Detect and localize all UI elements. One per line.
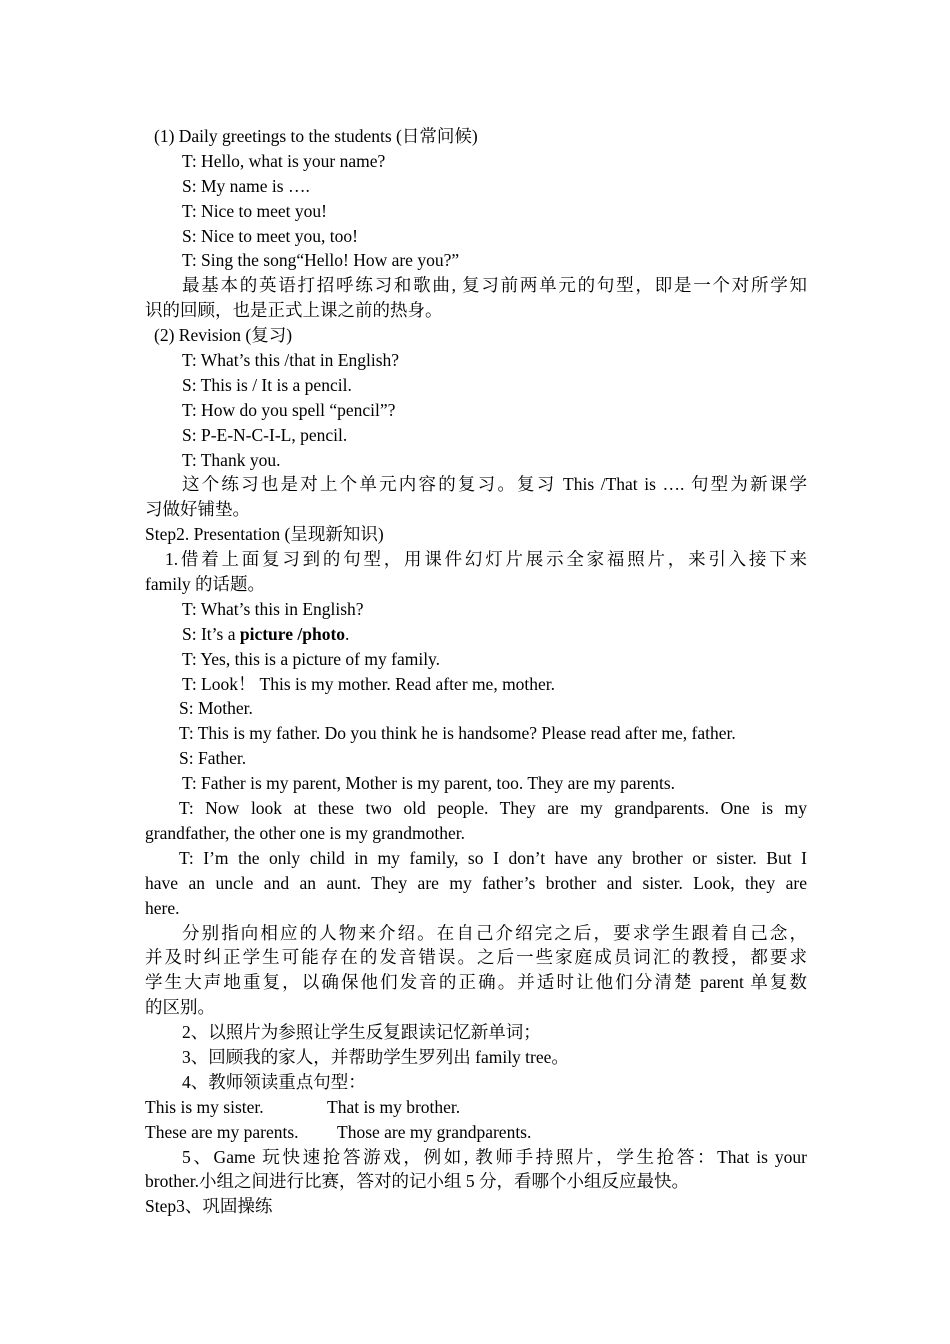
key-sentence-row (145, 1120, 807, 1145)
step-item: 5、Game 玩快速抢答游戏，例如, 教师手持照片，学生抢答：That is your (182, 1146, 807, 1167)
dialogue-line: here. (145, 897, 180, 918)
dialogue-line: S: My name is …. (182, 175, 310, 196)
paragraph-line: 这个练习也是对上个单元内容的复习。复习 This /That is …. 句型为新课学 (182, 474, 807, 495)
paragraph-line: family 的话题。 (145, 574, 266, 595)
dialogue-line: have an uncle and an aunt. They are my father’s brother and sister. Look, they are (145, 872, 807, 893)
dialogue-text: . (345, 623, 350, 644)
bold-keyword: picture /photo (239, 623, 346, 644)
document-page (145, 124, 807, 1219)
step-item: 3、回顾我的家人，并帮助学生罗列出 family tree。 (182, 1046, 569, 1067)
dialogue-line: T: Thank you. (182, 449, 281, 470)
dialogue-line: T: Look！ This is my mother. Read after me, mother. (182, 673, 556, 694)
step-item: 4、教师领读重点句型： (182, 1071, 366, 1092)
paragraph-line: 习做好铺垫。 (145, 499, 250, 520)
paragraph-line: 最基本的英语打招呼练习和歌曲, 复习前两单元的句型，即是一个对所学知 (182, 275, 807, 296)
dialogue-line: T: Sing the song“Hello! How are you?” (182, 250, 460, 271)
paragraph-line: 1.借着上面复习到的句型，用课件幻灯片展示全家福照片，来引入接下来 (165, 549, 807, 570)
paragraph-line: 并及时纠正学生可能存在的发音错误。之后一些家庭成员词汇的教授，都要求 (145, 947, 807, 968)
dialogue-line: T: Father is my parent, Mother is my parent, too. They are my parents. (182, 773, 676, 794)
dialogue-line: S: P-E-N-C-I-L, pencil. (182, 424, 348, 445)
dialogue-text: S: It’s a (182, 623, 240, 644)
paragraph-line: 的区别。 (145, 997, 215, 1018)
dialogue-line: S: This is / It is a pencil. (182, 374, 352, 395)
key-sentence: These are my parents. (145, 1121, 299, 1142)
section-revision-heading: (2) Revision (复习) (154, 325, 293, 346)
dialogue-line: grandfather, the other one is my grandmother. (145, 822, 466, 843)
dialogue-line: T: What’s this /that in English? (182, 350, 400, 371)
section-practice-heading: Step3、巩固操练 (145, 1196, 273, 1217)
section-presentation-heading: Step2. Presentation (呈现新知识) (145, 524, 384, 545)
dialogue-line: S: Father. (179, 748, 247, 769)
dialogue-line: T: Hello, what is your name? (182, 150, 386, 171)
dialogue-line: T: Yes, this is a picture of my family. (182, 648, 441, 669)
key-sentence-row (145, 1095, 807, 1120)
dialogue-line: T: Now look at these two old people. They are my grandparents. One is my (179, 798, 807, 819)
paragraph-line: 分别指向相应的人物来介绍。在自己介绍完之后，要求学生跟着自己念， (182, 922, 807, 943)
key-sentence: Those are my grandparents. (337, 1121, 532, 1142)
dialogue-line: T: I’m the only child in my family, so I don’t have any brother or sister. But I (179, 847, 807, 868)
dialogue-line: T: This is my father. Do you think he is handsome? Please read after me, father. (179, 723, 736, 744)
paragraph-line: 识的回顾，也是正式上课之前的热身。 (145, 300, 443, 321)
paragraph-line: 学生大声地重复，以确保他们发音的正确。并适时让他们分清楚 parent 单复数 (145, 972, 807, 993)
section-daily-greetings-heading: (1) Daily greetings to the students (日常问候) (154, 126, 478, 146)
paragraph-line: brother.小组之间进行比赛，答对的记小组 5 分，看哪个小组反应最快。 (145, 1171, 689, 1192)
dialogue-line: T: Nice to meet you! (182, 200, 327, 221)
dialogue-line: T: How do you spell “pencil”? (182, 399, 396, 420)
key-sentence: This is my sister. (145, 1096, 264, 1117)
dialogue-line: T: What’s this in English? (182, 598, 364, 619)
dialogue-line (145, 622, 807, 647)
key-sentence: That is my brother. (327, 1096, 461, 1117)
dialogue-line: S: Nice to meet you, too! (182, 225, 358, 246)
dialogue-line: S: Mother. (179, 698, 253, 719)
step-item: 2、以照片为参照让学生反复跟读记忆新单词； (182, 1022, 541, 1043)
